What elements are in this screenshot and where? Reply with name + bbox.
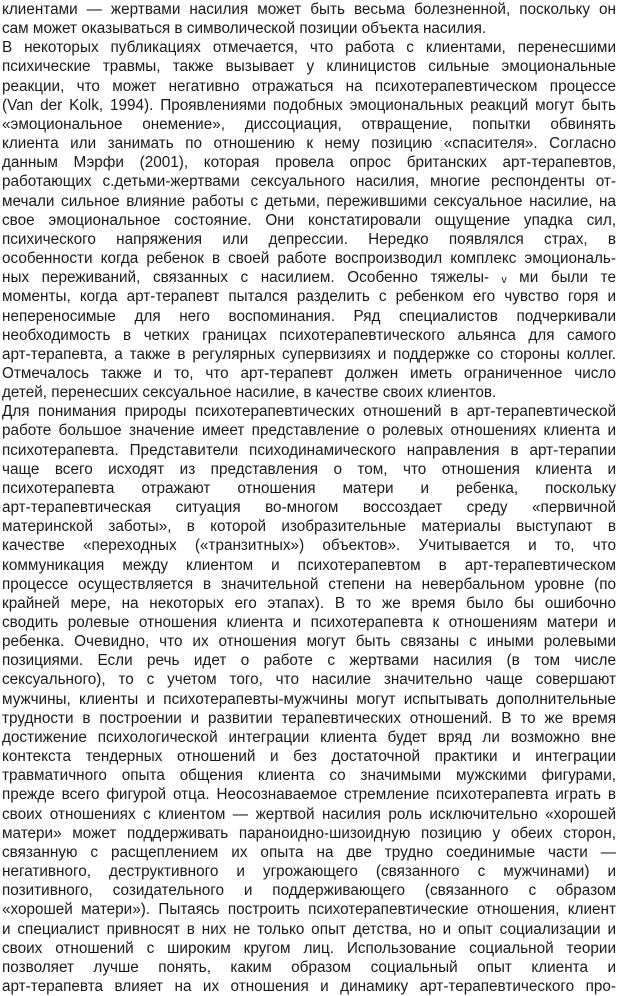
text-line: Отмечалось также и то, что арт-терапевт должен иметь ограниченное число xyxy=(2,364,616,382)
text-line: своих отношений с широким кругом лиц. Использование социальной теории xyxy=(2,939,616,957)
text-line: и специалист привносят в них не только опыт детства, но и опыт социализации и xyxy=(2,920,616,938)
text-line: ребенка. Очевидно, что их отношения могут быть связаны с иными ролевыми xyxy=(2,633,616,651)
text-line: ных переживаний, связанных с насилием. Особенно тяжелы- ᵥ ми были те xyxy=(2,269,616,287)
text-line: матери» может поддерживать параноидно-шизоидную позицию у обеих сторон, xyxy=(2,824,616,842)
text-line: трудности в построении и развитии терапевтических отношений. В то же время xyxy=(2,709,616,727)
text-line: материнской заботы», в которой изобразительные материалы выступают в xyxy=(2,518,616,536)
text-line: «хорошей матери»). Пытаясь построить психотерапевтические отношения, клиент xyxy=(2,901,616,919)
text-line: связанную с расщеплением их опыта на две трудно соединимые части — xyxy=(2,843,616,861)
text-line: арт-терапевта, а также в регулярных супервизиях и поддержке со стороны коллег. xyxy=(2,345,616,363)
text-line: моменты, когда арт-терапевт пытался разделить с ребенком его чувство горя и xyxy=(2,288,616,306)
paragraph-1 xyxy=(2,0,616,38)
text-line: «эмоциональное онемение», диссоциация, отвращение, попытки обвинять xyxy=(2,115,616,133)
text-line: данным Мэрфи (2001), которая провела опрос британских арт-терапевтов, xyxy=(2,154,616,172)
text-line: работе большое значение имеет представление о ролевых отношениях клиента и xyxy=(2,422,616,440)
text-line: психотерапевта. Представители психодинамического направления в арт-терапии xyxy=(2,441,616,459)
paragraph-3 xyxy=(2,402,616,996)
text-line: сам может оказываться в символической позиции объекта насилия. xyxy=(2,20,487,38)
text-line: необходимость в четких границах психотерапевтического альянса для самого xyxy=(2,326,616,344)
text-line: свое эмоциональное состояние. Они констатировали ощущение упадка сил, xyxy=(2,211,616,229)
text-line: клиента или занимать по отношению к нему позицию «спасителя». Согласно xyxy=(2,135,616,153)
text-line: детей, перенесших сексуальное насилие, в качестве своих клиентов. xyxy=(2,384,497,402)
text-line: достижение психологической интеграции клиента будет вряд ли возможно вне xyxy=(2,728,616,746)
text-line: психотерапевта отражают отношения матери и ребенка, поскольку xyxy=(2,479,616,497)
text-line: крайней мере, на некоторых его этапах). В то же время было бы ошибочно xyxy=(2,594,616,612)
text-line: психического напряжения или депрессии. Нередко появлялся страх, в xyxy=(2,230,616,248)
text-line: позволяет лучше понять, каким образом социальный опыт клиента и xyxy=(2,958,616,976)
text-line: непереносимые для него воспоминания. Ряд специалистов подчеркивали xyxy=(2,307,616,325)
text-line: коммуникация между клиентом и психотерапевтом в арт-терапевтическом xyxy=(2,556,616,574)
text-line: позициями. Если речь идет о работе с жертвами насилия (в том числе xyxy=(2,652,616,670)
text-line: арт-терапевта влияет на их отношения и динамику арт-терапевтического про- xyxy=(2,977,616,995)
text-line: Для понимания природы психотерапевтических отношений в арт-терапевтической xyxy=(2,403,616,421)
text-line: арт-терапевтическая ситуация во-многом воссоздает среду «первичной xyxy=(2,499,616,517)
text-line: сексуального), то с учетом того, что насилие значительно чаще совершают xyxy=(2,671,616,689)
text-line: мужчины, клиенты и психотерапевты-мужчины могут испытывать дополнительные xyxy=(2,690,616,708)
paragraph-2 xyxy=(2,38,616,402)
text-line: реакции, что может негативно отражаться на психотерапевтическом процессе xyxy=(2,77,616,95)
text-line: работающих с.детьми-жертвами сексуального насилия, многие респонденты от- xyxy=(2,173,616,191)
text-line: мечали сильное влияние работы с детьми, пережившими сексуальное насилие, на xyxy=(2,192,616,210)
text-line: клиентами — жертвами насилия может быть весьма болезненной, поскольку он xyxy=(2,1,616,18)
text-line: психические травмы, также вызывает у клиницистов сильные эмоциональные xyxy=(2,58,616,76)
text-line: В некоторых публикациях отмечается, что работа с клиентами, перенесшими xyxy=(2,39,616,57)
text-line: качестве «переходных («транзитных») объектов». Учитывается и то, что xyxy=(2,537,616,555)
text-line: процессе осуществляется в значительной степени на невербальном уровне (по xyxy=(2,575,616,593)
text-line: прежде всего фигурой отца. Неосознаваемое стремление психотерапевта играть в xyxy=(2,786,616,804)
text-line: позитивного, созидательного и поддерживающего (связанного с образом xyxy=(2,882,616,900)
text-line: (Van der Kolk, 1994). Проявлениями подобных эмоциональных реакций могут быть xyxy=(2,96,616,114)
text-line: травматичного опыта общения клиента со значимыми мужскими фигурами, xyxy=(2,767,616,785)
text-line: особенности когда ребенок в своей работе воспроизводил комплекс эмоциональ- xyxy=(2,250,616,268)
text-line: контекста тендерных отношений и без достаточной практики и интеграции xyxy=(2,748,616,766)
text-line: своих отношениях с клиентом — жертвой насилия роль исключительно «хорошей xyxy=(2,805,616,823)
text-line: чаще всего исходят из представления о том, что отношения клиента и xyxy=(2,460,616,478)
text-line: негативного, деструктивного и угрожающего (связанного с мужчинами) и xyxy=(2,863,616,881)
text-line: сводить ролевые отношения клиента и психотерапевта к отношениям матери и xyxy=(2,614,616,631)
